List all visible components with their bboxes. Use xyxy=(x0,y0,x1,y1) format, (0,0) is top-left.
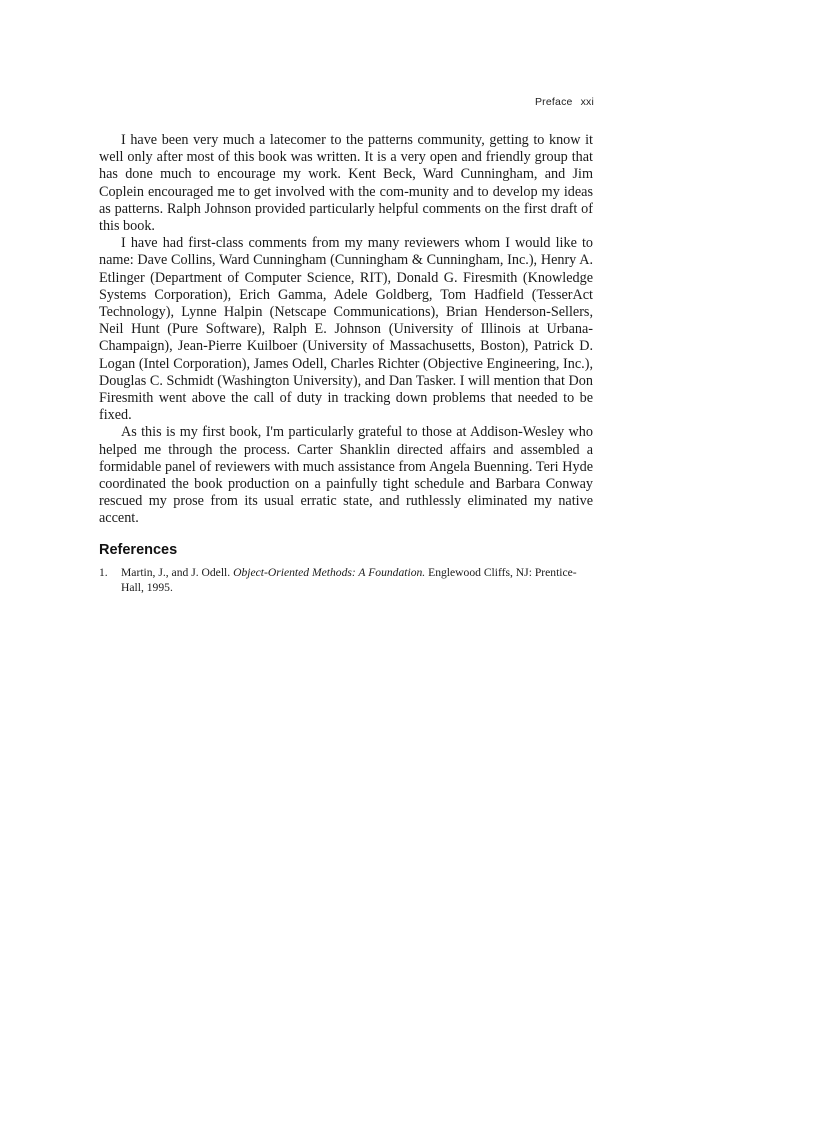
reference-list xyxy=(99,566,593,595)
reference-item xyxy=(99,566,593,595)
references-heading: References xyxy=(99,542,178,558)
paragraph-patterns-community: I have been very much a latecomer to the patterns community, getting to know it well only after most of this book was written. It is a very open and friendly group that has done much to encourage my work. Kent Beck, Ward Cunningham, and Jim Coplein encouraged me to get involved with the com-munity and to develop my ideas as patterns. Ralph Johnson provided particularly helpful comments on the first draft of this book. xyxy=(99,132,593,235)
page-number: xxi xyxy=(580,96,594,108)
reference-publisher: Englewood Cliffs, NJ: Prentice-Hall, 1995. xyxy=(121,566,577,594)
reference-authors: Martin, J., and J. Odell. xyxy=(121,566,231,579)
paragraph-addison-wesley: As this is my first book, I'm particularly grateful to those at Addison-Wesley who helped me through the process. Carter Shanklin directed affairs and assembled a formidable panel of reviewers with much assistance from Angela Buenning. Teri Hyde coordinated the book production on a painfully tight schedule and Barbara Conway rescued my prose from its usual erratic state, and ruthlessly eliminated my native accent. xyxy=(99,424,593,527)
reference-number: 1. xyxy=(99,566,108,579)
preface-body xyxy=(99,132,593,528)
running-head xyxy=(535,96,594,108)
running-head-section: Preface xyxy=(534,96,573,108)
paragraph-reviewers: I have had first-class comments from my many reviewers whom I would like to name: Dave Collins, Ward Cunningham (Cunningham & Cunningham, Inc.), Henry A. Etlinger (Department of Computer Science, RIT), Donald G. Firesmith (Knowledge Systems Corporation), Erich Gamma, Adele Goldberg, Tom Hadfield (TesserAct Technology), Lynne Halpin (Netscape Communications), Brian Henderson-Sellers, Neil Hunt (Pure Software), Ralph E. Johnson (University of Illinois at Urbana-Champaign), Jean-Pierre Kuilboer (University of Massachusetts, Boston), Patrick D. Logan (Intel Corporation), James Odell, Charles Richter (Objective Engineering, Inc.), Douglas C. Schmidt (Washington University), and Dan Tasker. I will mention that Don Firesmith went above the call of duty in tracking down problems that needed to be fixed. xyxy=(99,235,593,424)
reference-title: Object-Oriented Methods: A Foundation. xyxy=(233,566,426,579)
